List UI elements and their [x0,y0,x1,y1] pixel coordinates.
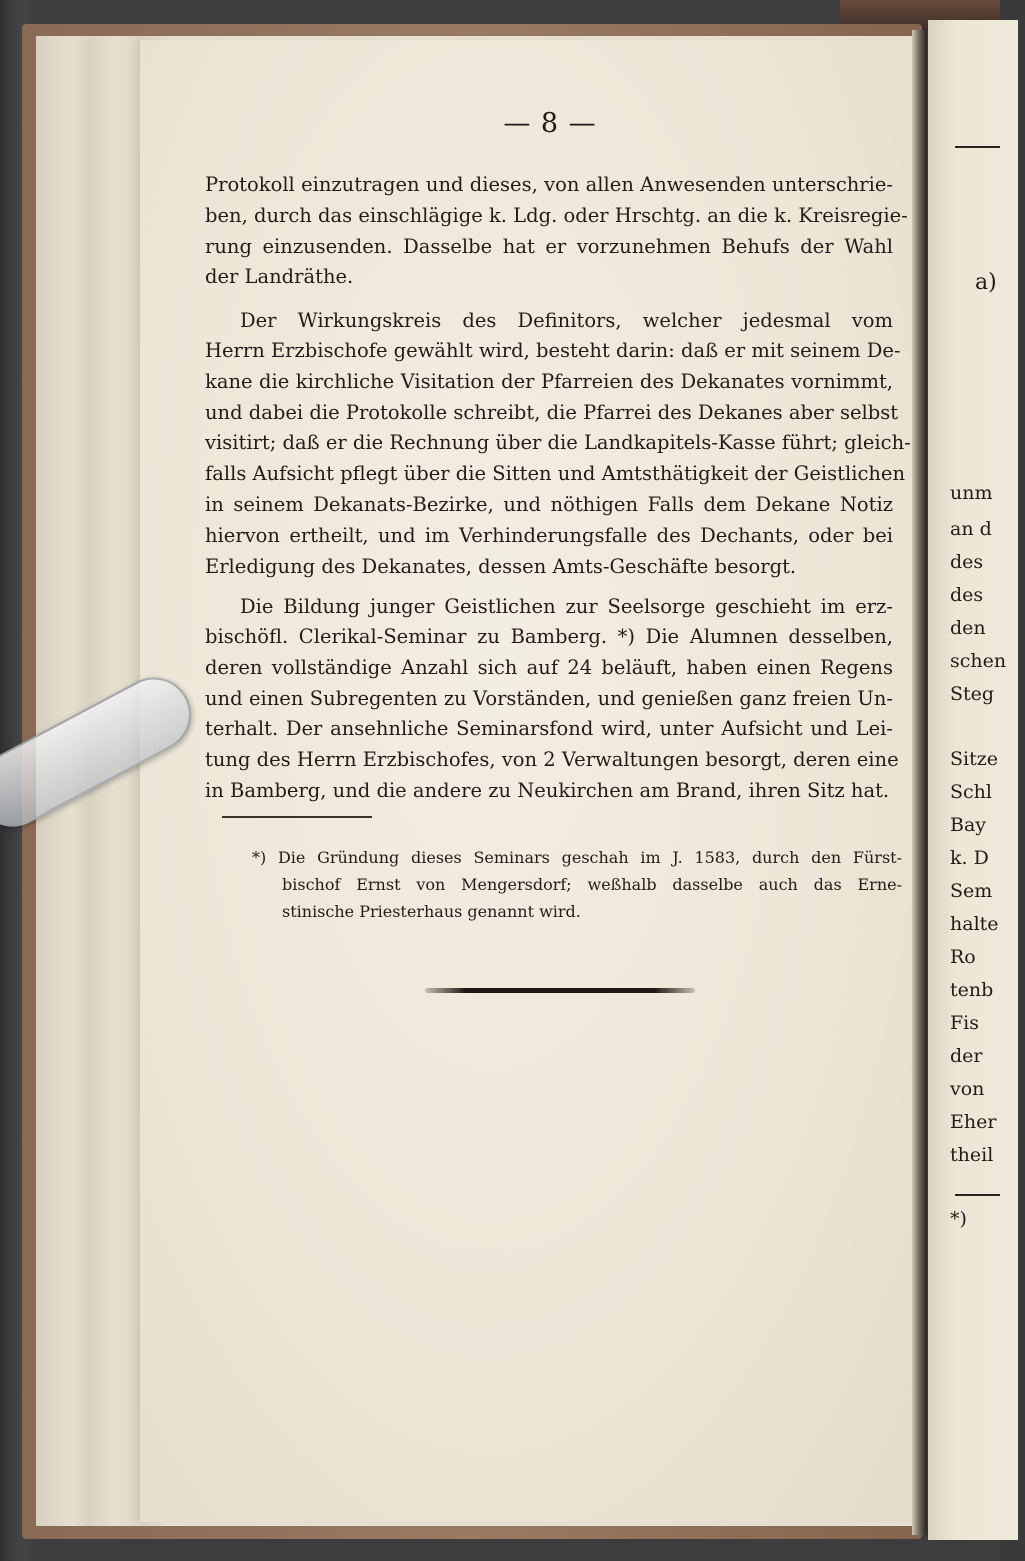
text-line: und dabei die Protokolle schreibt, die Pfarrei des Dekanes aber selbst [205,401,899,424]
text-line: der Landräthe. [205,265,354,288]
right-page-fragment: des [950,551,984,573]
text-line: Erledigung des Dekanates, dessen Amts-Geschäfte besorgt. [205,555,797,578]
text-line: in Bamberg, und die andere zu Neukirchen am Brand, ihren Sitz hat. [205,779,890,802]
text-line: falls Aufsicht pflegt über die Sitten und Amtsthätigkeit der Geistlichen [205,462,906,485]
text-line: bischöfl. Clerikal-Seminar zu Bamberg. *) Die Alumnen desselben, [205,625,893,648]
right-page-fragment: k. D [950,847,989,869]
text-line: Die Bildung junger Geistlichen zur Seelsorge geschieht im erz- [240,595,893,618]
right-page-header-rule [955,146,1000,148]
right-page-fragment: Sem [950,880,993,902]
right-page-fragment: den [950,617,986,639]
right-page-fragment: schen [950,650,1007,672]
text-line: visitirt; daß er die Rechnung über die Landkapitels-Kasse führt; gleich- [205,431,911,454]
right-page-fragment: Fis [950,1012,980,1034]
right-page-fragment: Bay [950,814,987,836]
text-line: ben, durch das einschlägige k. Ldg. oder Hrschtg. an die k. Kreisregie- [205,204,908,227]
right-page-fragment: Ro [950,946,976,968]
text-line: terhalt. Der ansehnliche Seminarsfond wird, unter Aufsicht und Lei- [205,717,893,740]
right-page-fragment: Schl [950,781,992,803]
text-line: kane die kirchliche Visitation der Pfarreien des Dekanates vornimmt, [205,370,893,393]
right-page-fragment: halte [950,913,999,935]
right-page-fragment: Sitze [950,748,998,770]
text-line: und einen Subregenten zu Vorständen, und genießen ganz freien Un- [205,687,893,710]
text-line: tung des Herrn Erzbischofes, von 2 Verwaltungen besorgt, deren eine [205,748,899,771]
right-page-fragment: der [950,1045,983,1067]
page-number: — 8 — [503,108,597,139]
right-page-fragment: an d [950,518,992,540]
text-line: rung einzusenden. Dasselbe hat er vorzunehmen Behufs der Wahl [205,235,893,258]
right-page-fragment: des [950,584,984,606]
footnote-line: *) Die Gründung dieses Seminars geschah im J. 1583, durch den Fürst- [252,848,902,867]
text-line: Protokoll einzutragen und dieses, von allen Anwesenden unterschrie- [205,173,893,196]
right-page-fragment: tenb [950,979,994,1001]
footnote-line: bischof Ernst von Mengersdorf; weßhalb dasselbe auch das Erne- [282,875,902,894]
footnote-separator [222,816,372,818]
right-page-fragment: von [950,1078,985,1100]
right-page-fragment: Eher [950,1111,997,1133]
text-line: Der Wirkungskreis des Definitors, welcher jedesmal vom [240,309,893,332]
right-page [928,20,1018,1540]
end-ornament-rule [425,988,695,993]
text-line: in seinem Dekanats-Bezirke, und nöthigen Falls dem Dekane Notiz [205,493,893,516]
right-page-fragment: Steg [950,683,995,705]
text-line: deren vollständige Anzahl sich auf 24 beläuft, haben einen Regens [205,656,893,679]
right-page-fragment: *) [950,1208,967,1230]
right-page-fragment: unm [950,482,993,504]
footnote-line: stinische Priesterhaus genannt wird. [282,902,581,921]
text-line: hiervon ertheilt, und im Verhinderungsfalle des Dechants, oder bei [205,524,893,547]
right-page-fragment: theil [950,1144,994,1166]
text-line: Herrn Erzbischofe gewählt wird, besteht darin: daß er mit seinem De- [205,339,901,362]
right-page-footnote-rule [955,1194,1000,1196]
right-page-fragment: a) [975,270,997,295]
